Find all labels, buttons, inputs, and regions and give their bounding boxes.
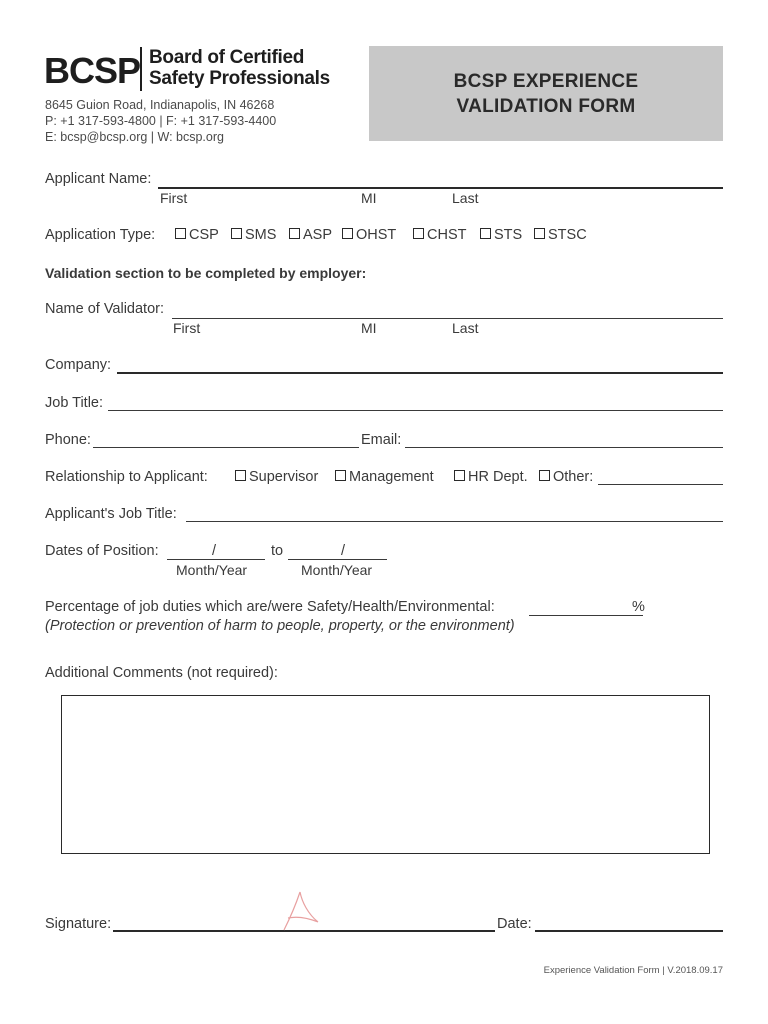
checkbox-icon (235, 470, 246, 481)
date-field[interactable] (535, 930, 723, 932)
percentage-note: (Protection or prevention of harm to people, property, or the environment) (45, 618, 515, 634)
applicant-name-label: Applicant Name: (45, 171, 152, 187)
phone-label: Phone: (45, 432, 91, 448)
signature-flag-icon (282, 888, 322, 934)
company-label: Company: (45, 357, 112, 373)
phone-field[interactable] (93, 447, 359, 448)
checkbox-sms[interactable]: SMS (231, 227, 276, 243)
checkbox-hr-dept[interactable]: HR Dept. (454, 469, 528, 485)
dates-label: Dates of Position: (45, 543, 159, 559)
form-version-footer: Experience Validation Form | V.2018.09.17 (543, 965, 723, 976)
comments-textarea[interactable] (61, 695, 710, 854)
org-name-line1: Board of Certified (149, 47, 305, 68)
end-date-slash: / (341, 543, 346, 559)
percentage-label: Percentage of job duties which are/were Safety/Health/Environmental: (45, 599, 495, 615)
percent-sign: % (632, 599, 645, 615)
checkbox-other[interactable]: Other: (539, 469, 593, 485)
checkbox-asp[interactable]: ASP (289, 227, 332, 243)
checkbox-icon (289, 228, 300, 239)
form-title-box (369, 46, 723, 141)
applicant-job-title-label: Applicant's Job Title: (45, 506, 177, 522)
validator-first-sublabel: First (173, 320, 201, 336)
applicant-mi-sublabel: MI (361, 190, 377, 206)
phone-fax: P: +1 317-593-4800 | F: +1 317-593-4400 (45, 114, 277, 128)
dates-to: to (271, 543, 284, 559)
checkbox-stsc[interactable]: STSC (534, 227, 587, 243)
validation-heading: Validation section to be completed by employer: (45, 265, 367, 281)
email-field[interactable] (405, 447, 723, 448)
other-relationship-field[interactable] (598, 484, 723, 485)
start-date-slash: / (212, 543, 217, 559)
checkbox-icon (231, 228, 242, 239)
applicant-job-title-field[interactable] (186, 521, 723, 522)
end-month-year-sublabel: Month/Year (301, 562, 373, 578)
checkbox-icon (175, 228, 186, 239)
form-title-line2: VALIDATION FORM (456, 95, 636, 117)
validator-mi-sublabel: MI (361, 320, 377, 336)
checkbox-icon (534, 228, 545, 239)
checkbox-icon (454, 470, 465, 481)
email-web: E: bcsp@bcsp.org | W: bcsp.org (45, 130, 224, 144)
address: 8645 Guion Road, Indianapolis, IN 46268 (45, 98, 275, 112)
date-label: Date: (497, 916, 532, 932)
checkbox-icon (342, 228, 353, 239)
bcsp-logo: BCSP (44, 50, 141, 91)
checkbox-chst[interactable]: CHST (413, 227, 466, 243)
form-title-line1: BCSP EXPERIENCE (453, 70, 639, 92)
validator-last-sublabel: Last (452, 320, 479, 336)
validator-name-label: Name of Validator: (45, 301, 165, 317)
comments-label: Additional Comments (not required): (45, 665, 278, 681)
logo-divider (140, 47, 142, 91)
percentage-field[interactable] (529, 615, 643, 616)
checkbox-csp[interactable]: CSP (175, 227, 219, 243)
job-title-label: Job Title: (45, 395, 104, 411)
org-name-line2: Safety Professionals (149, 68, 330, 89)
start-month-year-sublabel: Month/Year (176, 562, 248, 578)
checkbox-management[interactable]: Management (335, 469, 434, 485)
email-label: Email: (361, 432, 402, 448)
applicant-last-sublabel: Last (452, 190, 479, 206)
checkbox-icon (480, 228, 491, 239)
checkbox-ohst[interactable]: OHST (342, 227, 396, 243)
company-field[interactable] (117, 372, 723, 374)
checkbox-sts[interactable]: STS (480, 227, 522, 243)
application-type-label: Application Type: (45, 227, 156, 243)
relationship-label: Relationship to Applicant: (45, 469, 208, 485)
job-title-field[interactable] (108, 410, 723, 411)
checkbox-icon (539, 470, 550, 481)
checkbox-supervisor[interactable]: Supervisor (235, 469, 318, 485)
start-date-field[interactable] (167, 559, 265, 560)
checkbox-icon (335, 470, 346, 481)
applicant-first-sublabel: First (160, 190, 188, 206)
signature-label: Signature: (45, 916, 112, 932)
checkbox-icon (413, 228, 424, 239)
validator-name-field[interactable] (172, 318, 723, 319)
end-date-field[interactable] (288, 559, 387, 560)
applicant-name-field[interactable] (158, 187, 723, 189)
